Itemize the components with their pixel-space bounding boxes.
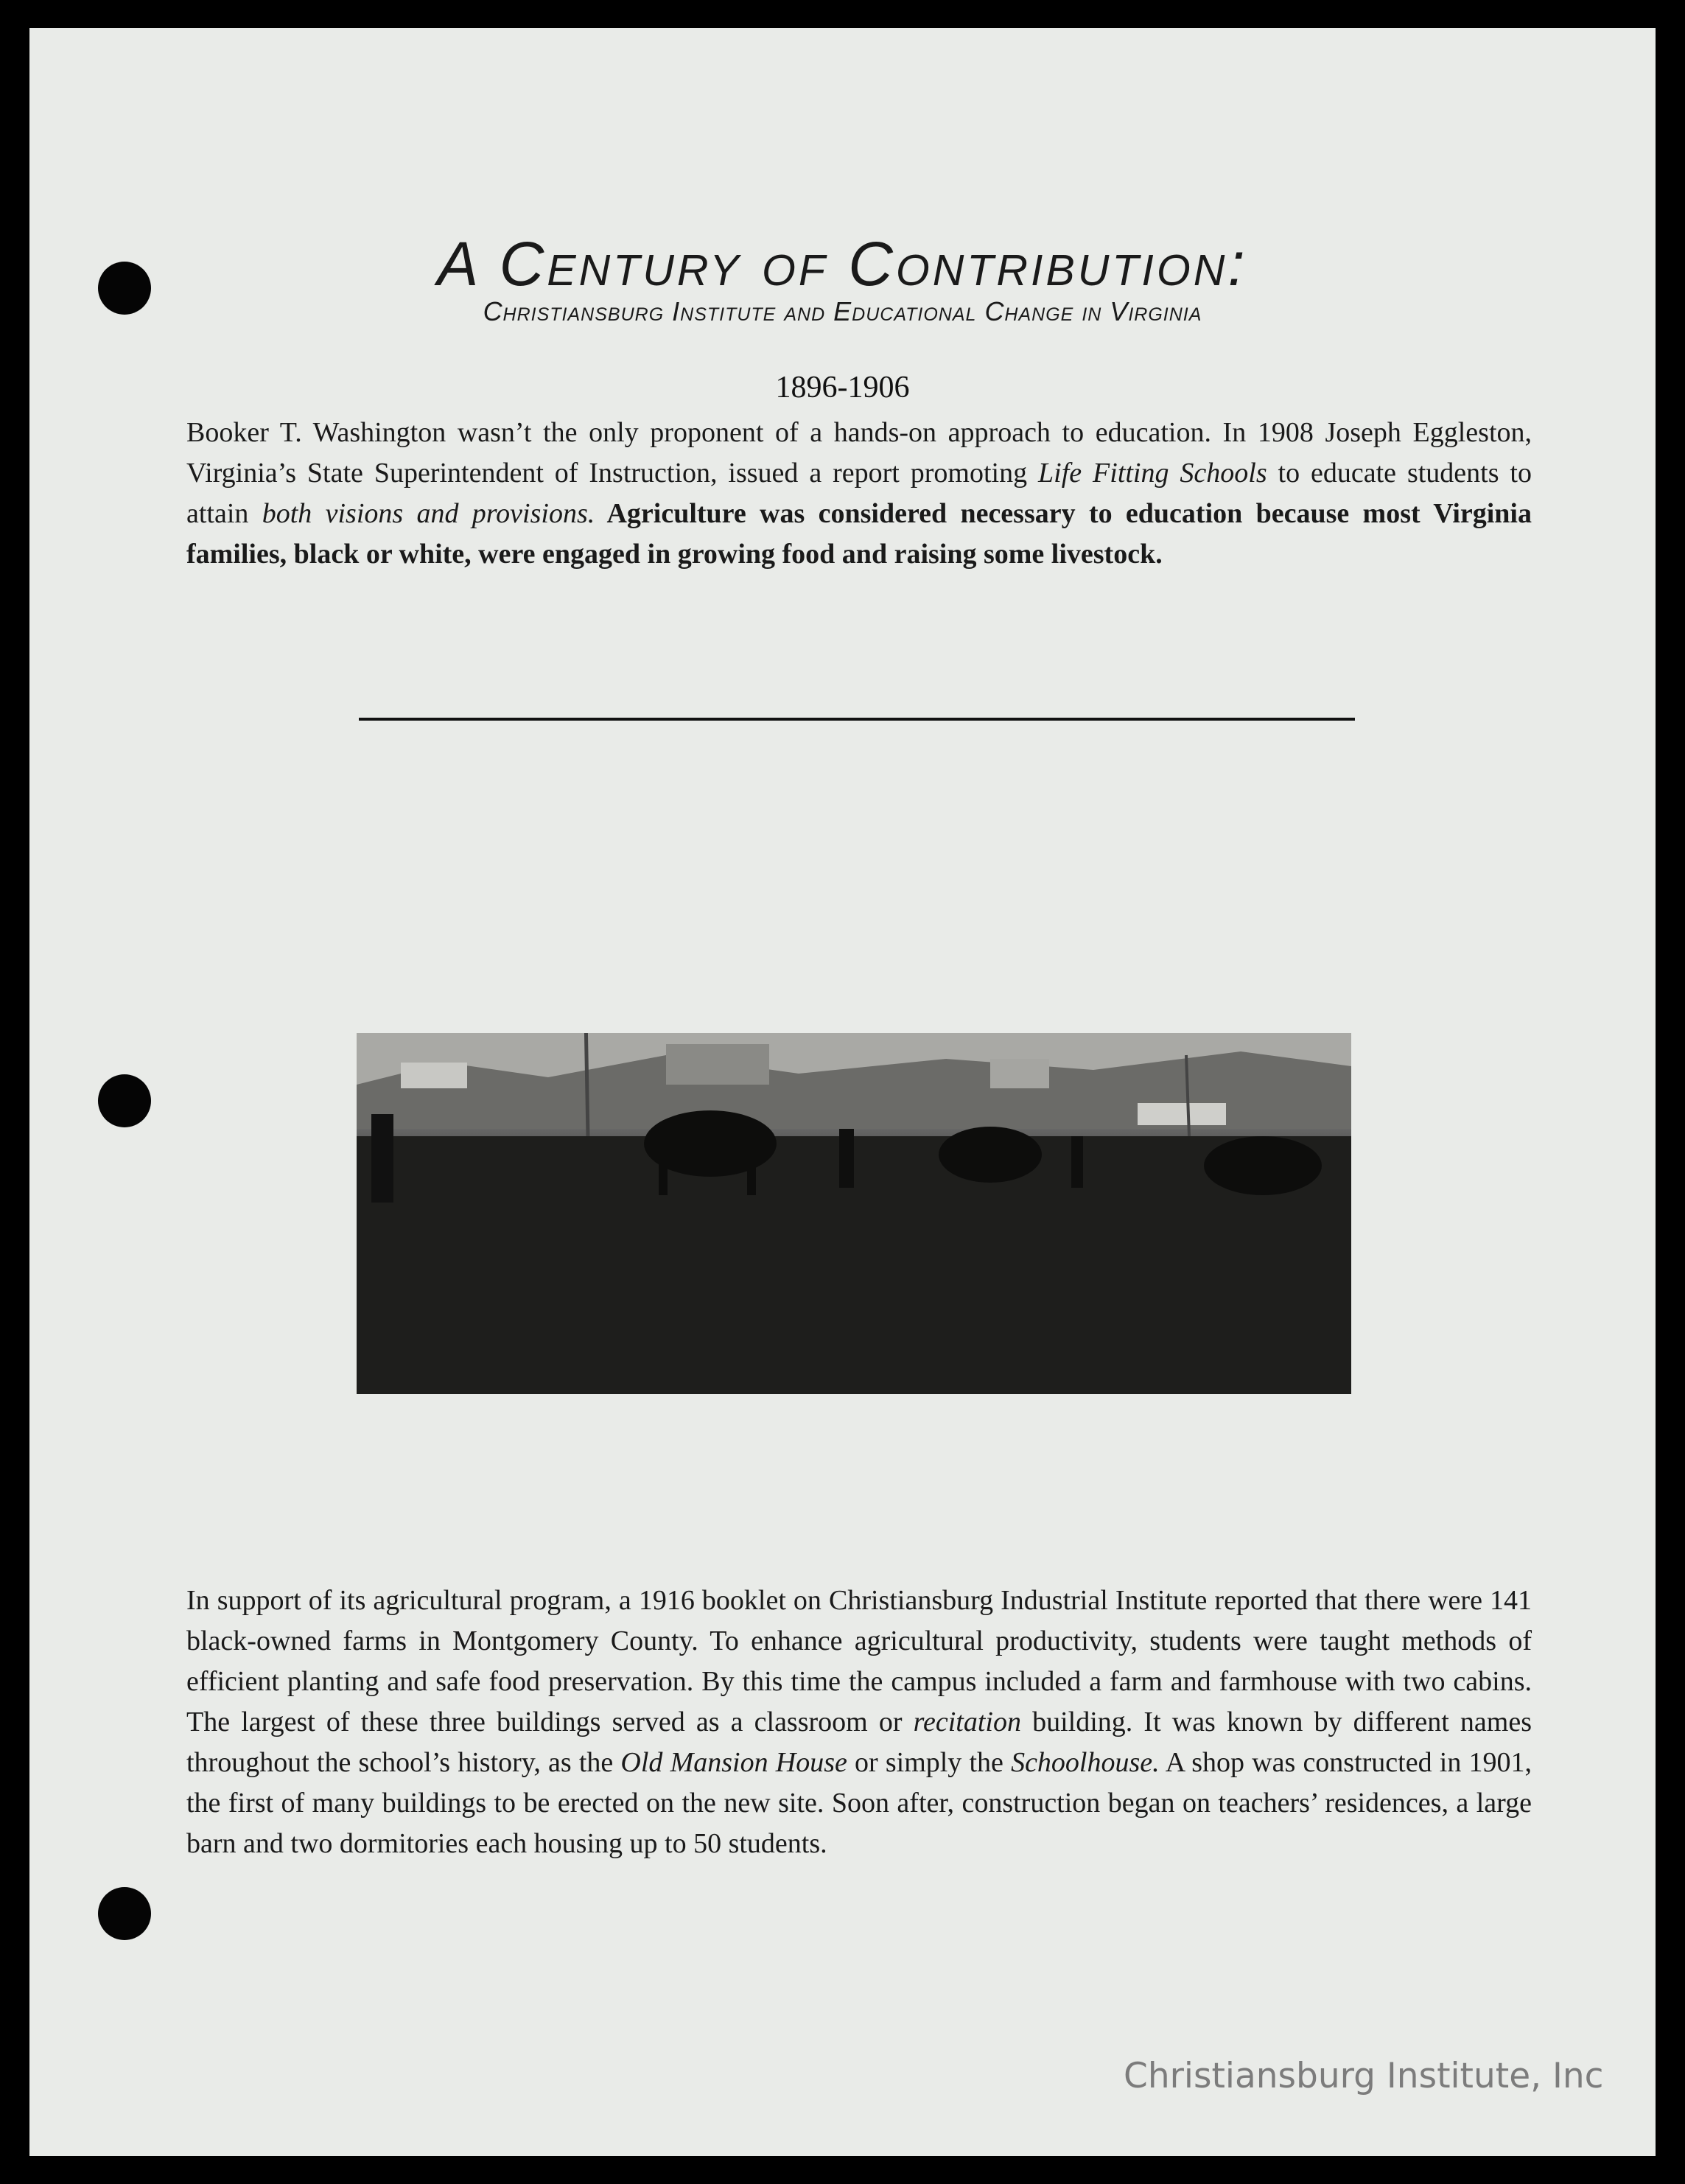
page-title: A Century of Contribution: — [437, 229, 1248, 298]
divider-line — [359, 718, 1355, 721]
binder-hole — [98, 1074, 151, 1127]
text-run: A shop was constructed in 1901, the first of many buildings to be erected on the new site. Soon after, construction began on teachers’ residences, a large barn and two dormitories each housing up to 50 students. — [186, 1747, 1532, 1859]
text-run: Old Mansion House — [620, 1747, 847, 1778]
text-run: to educate students to attain — [186, 458, 1532, 529]
text-run: Agriculture was considered necessary to education because most Virginia families, black or white, were engaged in growing food and raising some livestock. — [186, 498, 1532, 570]
historic-farm-photo — [357, 1033, 1351, 1394]
text-run: Life Fitting Schools — [1038, 458, 1267, 489]
binder-hole — [98, 1887, 151, 1940]
section-years: 1896-1906 — [775, 371, 910, 405]
intro-paragraph — [186, 413, 1532, 575]
text-run: recitation — [913, 1707, 1021, 1737]
text-run: Booker T. Washington wasn’t the only proponent of a hands-on approach to education. In 1908 Joseph Eggleston, Virginia’s State Superintendent of Instruction, issued a report promoting — [186, 417, 1532, 489]
text-run: building. It was known by different names throughout the school’s history, as the — [186, 1707, 1532, 1778]
page-subtitle: Christiansburg Institute and Educational Change in Virginia — [483, 296, 1202, 326]
text-run: or simply the — [847, 1747, 1012, 1778]
body-paragraph — [186, 1581, 1532, 1864]
watermark-credit: Christiansburg Institute, Inc — [1124, 2056, 1604, 2096]
text-run: both visions and provisions. — [262, 498, 595, 529]
text-run: Schoolhouse. — [1011, 1747, 1160, 1778]
farm-scene-illustration — [357, 1033, 1351, 1394]
text-run: In support of its agricultural program, a 1916 booklet on Christiansburg Industrial Institute reported that there were 141 black-owned farms in Montgomery County. To enhance agricultural productivity, students were taught methods of efficient planting and safe food preservation. By this time the campus included a farm and farmhouse with two cabins. The largest of these three buildings served as a classroom or — [186, 1585, 1532, 1737]
